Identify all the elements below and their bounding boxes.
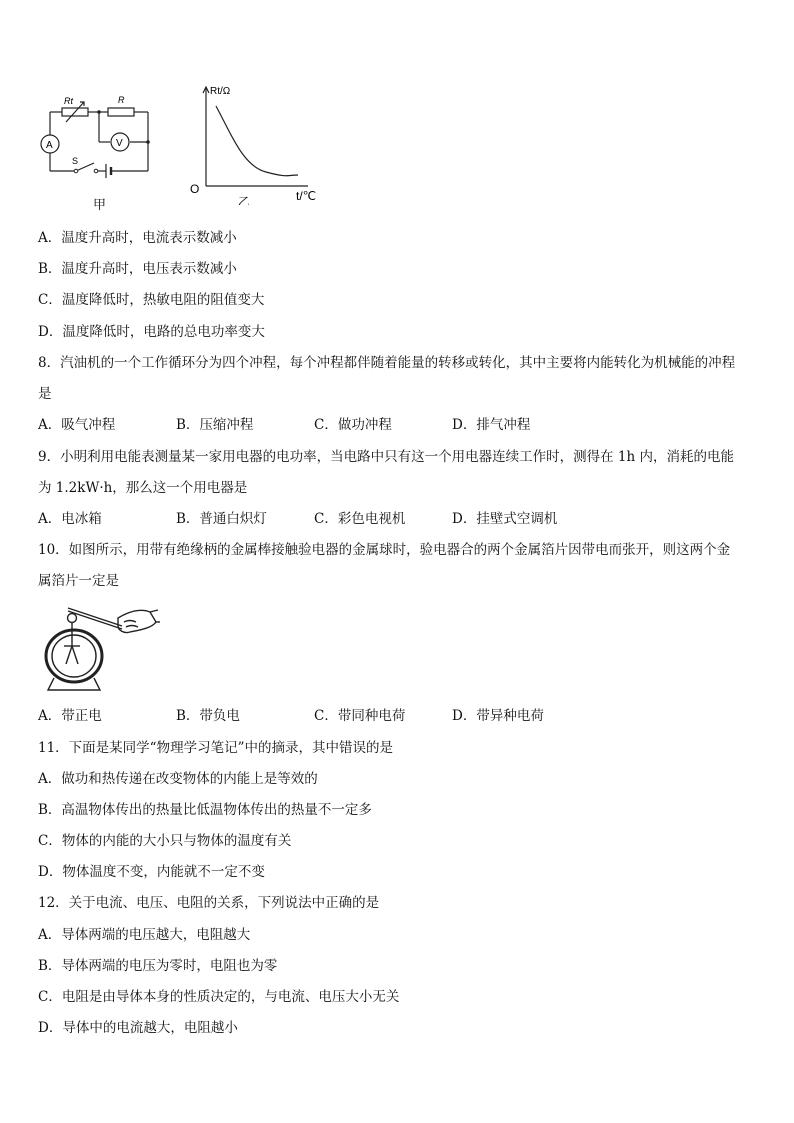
q11-option-a: A．做功和热传递在改变物体的内能上是等效的 xyxy=(38,771,318,787)
graph-caption: 乙 xyxy=(238,195,251,205)
q12-option-d: D．导体中的电流越大，电阻越小 xyxy=(38,1020,238,1036)
q9-stem-line2: 为 1.2kW·h，那么这一个用电器是 xyxy=(38,480,248,496)
q8-option-d: D．排气冲程 xyxy=(452,417,531,433)
label-switch: S xyxy=(72,156,79,166)
q10-option-c: C．带同种电荷 xyxy=(314,708,406,724)
q11-option-c: C．物体的内能的大小只与物体的温度有关 xyxy=(38,833,292,849)
q7-option-c: C．温度降低时，热敏电阻的阻值变大 xyxy=(38,292,265,308)
graph-y-label: Rt/Ω xyxy=(210,86,231,97)
q8-option-a: A．吸气冲程 xyxy=(38,417,116,433)
q10-option-d: D．带异种电荷 xyxy=(452,708,544,724)
label-r: R xyxy=(118,95,125,105)
graph-origin: O xyxy=(190,182,200,196)
q11-option-d: D．物体温度不变，内能就不一定不变 xyxy=(38,864,265,880)
circuit-diagram xyxy=(36,88,161,188)
q7-option-b: B．温度升高时，电压表示数减小 xyxy=(38,261,237,277)
caption-jia: 甲 xyxy=(93,198,107,213)
electroscope-figure xyxy=(40,600,160,696)
q7-option-d: D．温度降低时，电路的总电功率变大 xyxy=(38,324,265,340)
q9-stem-line1: 9．小明利用电能表测量某一家用电器的电功率，当电路中只有这一个用电器连续工作时，测得在 1h 内，消耗的电能 xyxy=(38,449,734,465)
q12-option-b: B．导体两端的电压为零时，电阻也为零 xyxy=(38,958,278,974)
q7-option-a: A．温度升高时，电流表示数减小 xyxy=(38,230,237,246)
q12-option-c: C．电阻是由导体本身的性质决定的，与电流、电压大小无关 xyxy=(38,989,400,1005)
q9-option-d: D．挂壁式空调机 xyxy=(452,511,558,527)
q10-stem-line2: 属箔片一定是 xyxy=(38,573,119,589)
q11-option-b: B．高温物体传出的热量比低温物体传出的热量不一定多 xyxy=(38,802,372,818)
q12-stem: 12．关于电流、电压、电阻的关系，下列说法中正确的是 xyxy=(38,895,380,911)
q8-stem-line2: 是 xyxy=(38,386,52,402)
q9-option-a: A．电冰箱 xyxy=(38,511,102,527)
q10-stem-line1: 10．如图所示，用带有绝缘柄的金属棒接触验电器的金属球时，验电器合的两个金属箔片因带电而张开，则这两个金 xyxy=(38,542,731,558)
graph-x-label: t/℃ xyxy=(296,189,317,203)
q11-stem: 11．下面是某同学“物理学习笔记”中的摘录，其中错误的是 xyxy=(38,740,393,756)
label-rt: Rt xyxy=(64,96,73,106)
q12-option-a: A．导体两端的电压越大，电阻越大 xyxy=(38,927,251,943)
q8-option-c: C．做功冲程 xyxy=(314,417,392,433)
q10-option-a: A．带正电 xyxy=(38,708,102,724)
q8-option-b: B．压缩冲程 xyxy=(176,417,254,433)
label-voltmeter: V xyxy=(116,138,123,149)
q10-option-b: B．带负电 xyxy=(176,708,240,724)
label-ammeter: A xyxy=(46,140,53,151)
q9-option-b: B．普通白炽灯 xyxy=(176,511,267,527)
q9-option-c: C．彩色电视机 xyxy=(314,511,406,527)
q8-stem-line1: 8．汽油机的一个工作循环分为四个冲程，每个冲程都伴随着能量的转移或转化，其中主要将内能转化为机械能的冲程 xyxy=(38,355,736,371)
rt-temperature-graph xyxy=(186,80,336,205)
